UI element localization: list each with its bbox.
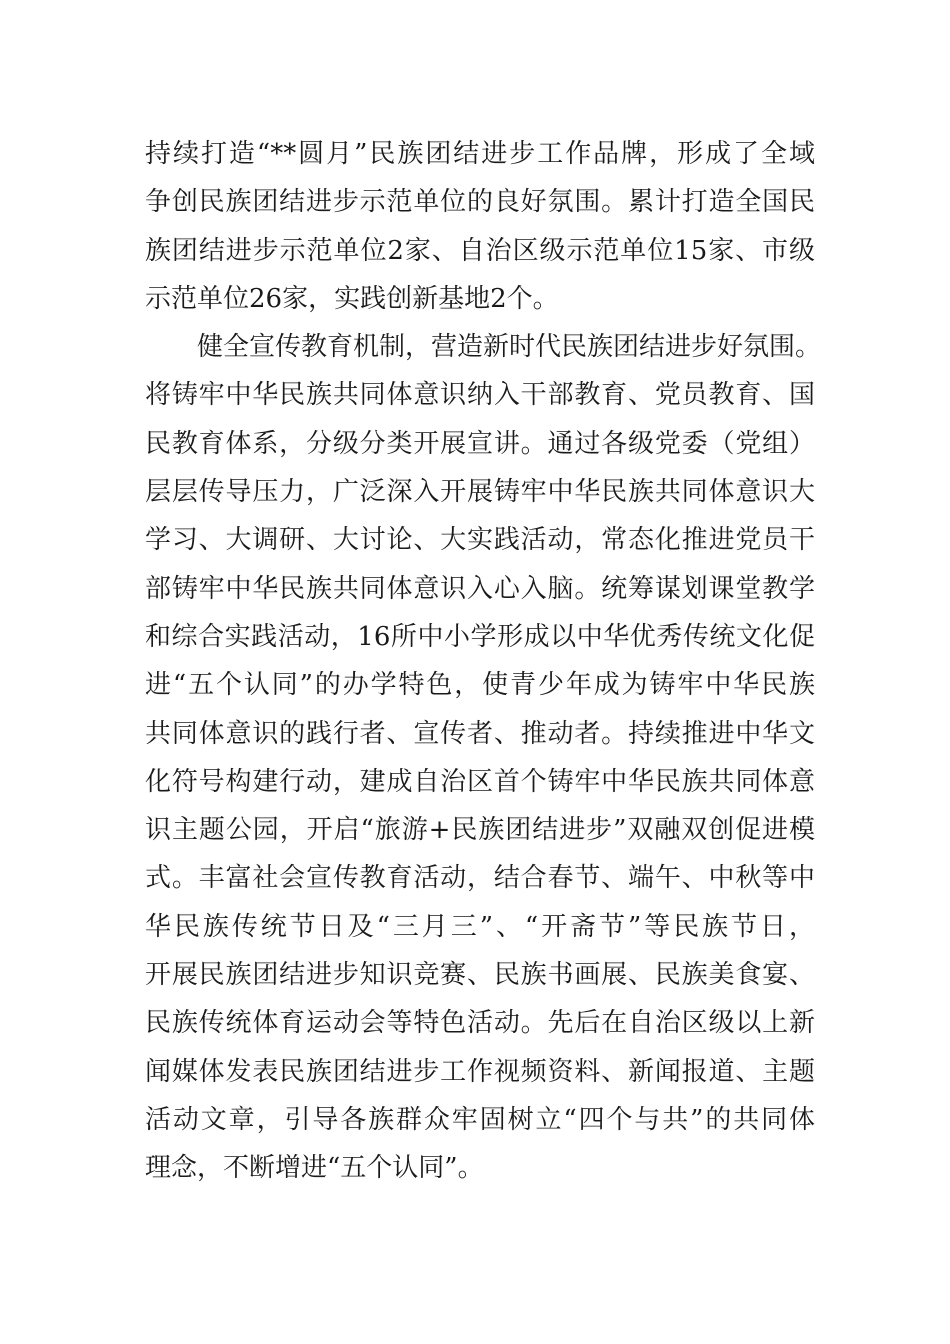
document-body — [145, 130, 822, 1193]
text-line: 争创民族团结进步示范单位的良好氛围。累计打造全国民 — [145, 187, 815, 218]
text-line: 进“五个认同”的办学特色，使青少年成为铸牢中华民族 — [145, 670, 815, 701]
text-line: 示范单位26家，实践创新基地2个。 — [145, 283, 559, 314]
text-line: 持续打造“**圆月”民族团结进步工作品牌，形成了全域 — [145, 139, 815, 169]
text-line: 民族传统体育运动会等特色活动。先后在自治区级以上新 — [145, 1008, 815, 1039]
text-line: 理念，不断增进“五个认同”。 — [145, 1153, 484, 1184]
text-line: 式。丰富社会宣传教育活动，结合春节、端午、中秋等中 — [145, 863, 815, 894]
text-line: 华民族传统节日及“三月三”、“开斋节”等民族节日， — [145, 911, 815, 942]
text-line: 闻媒体发表民族团结进步工作视频资料、新闻报道、主题 — [145, 1056, 815, 1087]
text-line: 识主题公园，开启“旅游+民族团结进步”双融双创促进模 — [145, 815, 815, 846]
text-line: 族团结进步示范单位2家、自治区级示范单位15家、市级 — [145, 235, 815, 266]
text-line: 民教育体系，分级分类开展宣讲。通过各级党委（党组） — [145, 428, 815, 459]
text-line: 学习、大调研、大讨论、大实践活动，常态化推进党员干 — [145, 525, 815, 556]
text-line: 和综合实践活动，16所中小学形成以中华优秀传统文化促 — [145, 621, 815, 652]
text-line: 层层传导压力，广泛深入开展铸牢中华民族共同体意识大 — [145, 477, 815, 508]
text-line: 部铸牢中华民族共同体意识入心入脑。统筹谋划课堂教学 — [145, 573, 815, 604]
text-line: 化符号构建行动，建成自治区首个铸牢中华民族共同体意 — [145, 766, 815, 797]
text-line: 将铸牢中华民族共同体意识纳入干部教育、党员教育、国 — [145, 380, 815, 411]
paragraph-1 — [145, 130, 815, 323]
text-line: 健全宣传教育机制，营造新时代民族团结进步好氛围。 — [197, 332, 822, 363]
paragraph-2 — [145, 323, 822, 1192]
text-line: 活动文章，引导各族群众牢固树立“四个与共”的共同体 — [145, 1104, 815, 1135]
text-line: 开展民族团结进步知识竞赛、民族书画展、民族美食宴、 — [145, 960, 815, 991]
text-line: 共同体意识的践行者、宣传者、推动者。持续推进中华文 — [145, 718, 815, 749]
